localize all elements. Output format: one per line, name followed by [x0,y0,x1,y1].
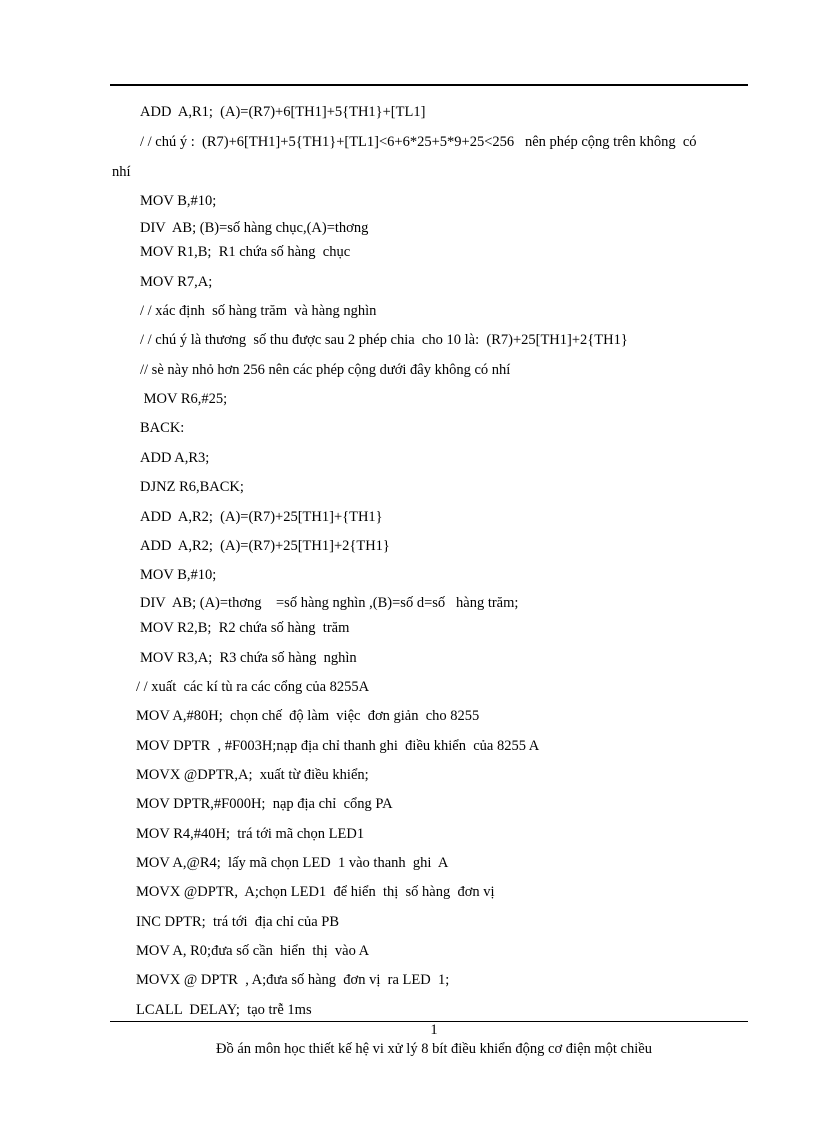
code-line: MOV A, R0;đưa số cần hiển thị vào A [136,943,370,959]
comment-line: / / chú ý : (R7)+6[TH1]+5{TH1}+[TL1]<6+6*25+5*9+25<256 nên phép cộng trên không có [140,134,697,150]
code-line: MOV R2,B; R2 chứa số hàng trăm [140,620,350,636]
code-line: ADD A,R3; [140,450,210,466]
code-line: MOV B,#10; [140,193,217,209]
code-line: INC DPTR; trá tới địa chỉ của PB [136,914,339,930]
code-line: MOV A,@R4; lấy mã chọn LED 1 vào thanh ghi A [136,855,449,871]
header-rule [110,84,748,86]
code-line: MOVX @ DPTR , A;đưa số hàng đơn vị ra LED 1; [136,972,450,988]
code-line: MOV R3,A; R3 chứa số hàng nghìn [140,650,357,666]
comment-line: / / xác định số hàng trăm và hàng nghìn [140,303,377,319]
code-line: DIV AB; (A)=thơng =số hàng nghìn ,(B)=số d=số hàng trăm; [140,595,519,611]
code-line: ADD A,R2; (A)=(R7)+25[TH1]+2{TH1} [140,538,390,554]
code-line: MOV R7,A; [140,274,213,290]
code-line: ADD A,R1; (A)=(R7)+6[TH1]+5{TH1}+[TL1] [140,104,426,120]
code-line: MOV DPTR,#F000H; nạp địa chỉ cổng PA [136,796,393,812]
code-line: MOV R6,#25; [140,391,228,407]
comment-line: / / chú ý là thương số thu được sau 2 phép chia cho 10 là: (R7)+25[TH1]+2{TH1} [140,332,628,348]
code-line: DJNZ R6,BACK; [140,479,244,495]
code-line: MOV A,#80H; chọn chế độ làm việc đơn giản cho 8255 [136,708,480,724]
code-line: MOVX @DPTR, A;chọn LED1 để hiển thị số hàng đơn vị [136,884,495,900]
code-line: MOV B,#10; [140,567,217,583]
code-line: ADD A,R2; (A)=(R7)+25[TH1]+{TH1} [140,509,383,525]
code-line: MOV R1,B; R1 chứa số hàng chục [140,244,351,260]
code-line: DIV AB; (B)=số hàng chục,(A)=thơng [140,220,369,236]
code-label: BACK: [140,420,185,436]
footer-title: Đồ án môn học thiết kế hệ vi xử lý 8 bít điều khiển động cơ điện một chiều [216,1041,652,1057]
comment-line: // sè này nhỏ hơn 256 nên các phép cộng dưới đây không có nhí [140,362,511,378]
code-line: MOV R4,#40H; trá tới mã chọn LED1 [136,826,365,842]
comment-line: / / xuất các kí tù ra các cổng của 8255A [136,679,370,695]
code-line: LCALL DELAY; tạo trễ 1ms [136,1002,312,1018]
comment-line-continuation: nhí [112,164,131,180]
code-line: MOVX @DPTR,A; xuất từ điều khiển; [136,767,369,783]
page-number: 1 [430,1022,438,1038]
code-line: MOV DPTR , #F003H;nạp địa chỉ thanh ghi điều khiển của 8255 A [136,738,540,754]
